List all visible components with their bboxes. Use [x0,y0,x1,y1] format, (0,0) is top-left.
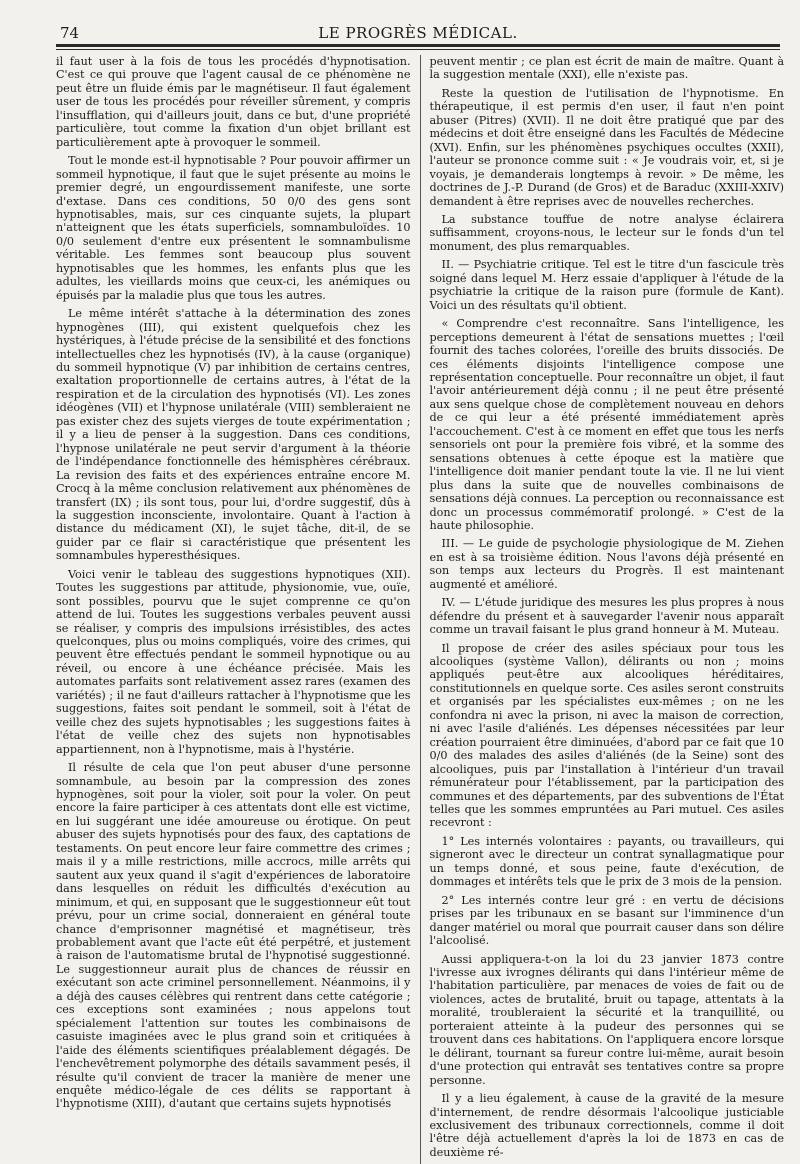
paragraph: Aussi appliquera-t-on la loi du 23 janvier 1873 contre l'ivresse aux ivrognes délirants qui dans l'intérieur même de l'habitation particulière, par menaces de voies de fait ou de violences, actes de brutalité, bruit ou tapage, attentats à la moralité, troubleraient la sécurité et la tranquillité, ou porteraient atteinte à la pudeur des personnes qui se trouvent dans ces habitations. On l'appliquera encore lorsque le délirant, tournant sa fureur contre lui-même, aurait besoin d'une protection qui entravât ses tentatives contre sa propre personne. [429,952,784,1087]
page-header [56,22,780,44]
page-number: 74 [60,24,80,42]
paragraph: peuvent mentir ; ce plan est écrit de main de maître. Quant à la suggestion mentale (XXI), elle n'existe pas. [429,55,784,82]
paragraph: 2° Les internés contre leur gré : en vertu de décisions prises par les tribunaux en se basant sur l'imminence d'un danger matériel ou moral que pourrait causer dans son délire l'alcoolisé. [429,893,784,948]
paragraph: Il propose de créer des asiles spéciaux pour tous les alcooliques (système Vallon), délirants ou non ; moins appliqués peut-être aux alcooliques héréditaires, constitutionnels en quelque sorte. Ces asiles seront construits et organisés par les spécialistes eux-mêmes ; on ne les confondra ni avec la prison, ni avec la maison de correction, ni avec l'asile d'aliénés. Les dépenses nécessitées par leur création pourraient être diminuées, d'abord par ce fait que 10 0/0 des malades des asiles d'aliénés (de la Seine) sont des alcooliques, puis par l'installation à l'intérieur d'un travail rémunérateur pour l'établissement, par la participation des communes et des départements, par des subventions de l'État telles que les sommes empruntées au Pari mutuel. Ces asiles recevront : [429,641,784,830]
header-rule-thin [56,49,780,50]
paragraph: La substance touffue de notre analyse éclairera suffisamment, croyons-nous, le lecteur sur le fonds d'un tel monument, des plus remarquables. [429,212,784,253]
paragraph: Tout le monde est-il hypnotisable ? Pour pouvoir affirmer un sommeil hypnotique, il faut que le sujet présente au moins le premier degré, un engourdissement manifeste, une sorte d'extase. Dans ces conditions, 50 0/0 des gens sont hypnotisables, mais, sur ces cinquante sujets, la plupart n'atteignent que les états superficiels, somnambuloïdes. 10 0/0 seulement d'entre eux présentent le somnambulisme véritable. Les femmes sont beaucoup plus souvent hypnotisables que les hommes, les enfants plus que les adultes, les vieillards moins que ceux-ci, les anémiques ou épuisés par la maladie plus que tous les autres. [56,154,411,302]
paragraph: 1° Les internés volontaires : payants, ou travailleurs, qui signeront avec le directeur un contrat synallagmatique pour un temps donné, et sous peine, faute d'exécution, de dommages et intérêts tels que le prix de 3 mois de la pension. [429,834,784,889]
paragraph: III. — Le guide de psychologie physiologique de M. Ziehen en est à sa troisième édition. Nous l'avons déjà présenté en son temps aux lecteurs du Progrès. Il est maintenant augmenté et amélioré. [429,537,784,591]
right-column [420,55,785,1164]
paragraph: Il résulte de cela que l'on peut abuser d'une personne somnambule, au besoin par la compression des zones hypnogènes, soit pour la violer, soit pour la voler. On peut encore la faire participer à ces attentats dont elle est victime, en lui suggérant une idée amoureuse ou érotique. On peut abuser des sujets hypnotisés pour des faux, des captations de testaments. On peut encore leur faire commettre des crimes ; mais il y a mille restrictions, mille accrocs, mille arrêts qui sautent aux yeux quand il s'agit d'expériences de laboratoire dans lesquelles on réduit les difficultés d'exécution au minimum, et qui, en supposant que le suggestionneur eût tout prévu, pour un crime social, donneraient en général toute chance d'emprisonner magnétisé et magnétiseur, très probablement avant que l'acte eût été perpétré, et justement à raison de l'automatisme brutal de l'hypnotisé suggestionné. Le suggestionneur aurait plus de chances de réussir en exécutant son acte criminel personnellement. Néanmoins, il y a déjà des causes célèbres qui rentrent dans cette catégorie ; ces exceptions sont examinées ; nous appelons tout spécialement l'attention sur toutes les combinaisons de casuiste imaginées avec le plus grand soin et critiquées à l'aide des éléments scientifiques préalablement dégagés. De l'enchevêtrement polymorphe des détails savamment pesés, il résulte qu'il convient de tracer la manière de mener une enquête médico-légale de ces délits se rapportant à l'hypnotisme (XIII), d'autant que certains sujets hypnotisés [56,761,411,1111]
header-rule-thick [56,44,780,47]
paragraph: il faut user à la fois de tous les procédés d'hypnotisation. C'est ce qui prouve que l'agent causal de ce phénomène ne peut être un fluide émis par le magnétiseur. Il faut également user de tous les procédés pour réveiller sûrement, y compris l'insufflation, qui d'ailleurs jouit, dans ce but, d'une propriété particulière, tout comme la fixation d'un objet brillant est particulièrement apte à provoquer le sommeil. [56,55,411,149]
journal-title: LE PROGRÈS MÉDICAL. [318,24,518,42]
paragraph: II. — Psychiatrie critique. Tel est le titre d'un fascicule très soigné dans lequel M. Herz essaie d'appliquer à l'étude de la psychiatrie la critique de la raison pure (formule de Kant). Voici un des résultats qu'il obtient. [429,258,784,312]
paragraph: Le même intérêt s'attache à la détermination des zones hypnogènes (III), qui existent quelquefois chez les hystériques, à l'étude précise de la sensibilité et des fonctions intellectuelles chez les hypnotisés (IV), à la cause (organique) du sommeil hypnotique (V) par inhibition de certains centres, exaltation proportionnelle de certains autres, à l'état de la respiration et de la circulation des hypnotisés (VI). Les zones idéogènes (VII) et l'hypnose unilatérale (VIII) sembleraient ne pas exister chez des sujets vierges de toute expérimentation ; il y a lieu de penser à la suggestion. Dans ces conditions, l'hypnose unilatérale ne peut servir d'argument à la théorie de l'indépendance fonctionnelle des hémisphères cérébraux. La revision des faits et des expériences entraîne encore M. Crocq à la même conclusion relativement aux phénomènes de transfert (IX) ; ils sont tous, pour lui, d'ordre suggestif, dûs à la suggestion inconsciente, involontaire. Quant à l'action à distance du médicament (XI), le sujet tâche, dit-il, de se guider par ce flair si caractéristique que présentent les somnambules hyperesthésiques. [56,307,411,563]
text-columns [56,55,784,1164]
paragraph: Il y a lieu également, à cause de la gravité de la mesure d'internement, de rendre désormais l'alcoolique justiciable exclusivement des tribunaux correctionnels, comme il doit l'être déjà actuellement d'après la loi de 1873 en cas de deuxième ré- [429,1092,784,1159]
paragraph: « Comprendre c'est reconnaître. Sans l'intelligence, les perceptions demeurent à l'état de sensations muettes ; l'œil fournit des taches colorées, l'oreille des bruits dissociés. De ces éléments disjoints l'intelligence compose une représentation conceptuelle. Pour reconnaître un objet, il faut l'avoir antérieurement déjà connu ; il ne peut être présenté aux sens quelque chose de complètement nouveau en dehors de ce qui leur a été présenté immédiatement après l'accouchement. C'est à ce moment en effet que tous les nerfs sensoriels ont pour la première fois vibré, et la somme des sensations obtenues à cette époque est la matière que l'intelligence doit manier pendant toute la vie. Il ne lui vient plus dans la suite que de nouvelles combinaisons de sensations déjà connues. La perception ou reconnaissance est donc un processus commémoratif prolongé. » C'est de la haute philosophie. [429,317,784,532]
left-column [56,55,420,1164]
paragraph: Reste la question de l'utilisation de l'hypnotisme. En thérapeutique, il est permis d'en user, il faut n'en point abuser (Pitres) (XVII). Il ne doit être pratiqué que par des médecins et doit être enseigné dans les Facultés de Médecine (XVI). Enfin, sur les phénomènes psychiques occultes (XXII), l'auteur se prononce comme suit : « Je voudrais voir, et, si je voyais, je demanderais longtemps à revoir. » De même, les doctrines de J.-P. Durand (de Gros) et de Baraduc (XXIII-XXIV) demandent à être reprises avec de nouvelles recherches. [429,86,784,208]
paragraph: IV. — L'étude juridique des mesures les plus propres à nous défendre du présent et à sauvegarder l'avenir nous apparaît comme un travail faisant le plus grand honneur à M. Muteau. [429,596,784,637]
paragraph: Voici venir le tableau des suggestions hypnotiques (XII). Toutes les suggestions par attitude, physionomie, vue, ouïe, sont possibles, pourvu que le sujet comprenne ce qu'on attend de lui. Toutes les suggestions verbales peuvent aussi se réaliser, y compris des impulsions irrésistibles, des actes quelconques, plus ou moins compliqués, voire des crimes, qui peuvent être effectués pendant le sommeil hypnotique ou au réveil, ou encore à une échéance précisée. Mais les automates parfaits sont relativement assez rares (examen des variétés) ; il ne faut d'ailleurs rattacher à l'hypnotisme que les suggestions, faites soit pendant le sommeil, soit à l'état de veille chez des sujets hypnotisables ; les suggestions faites à l'état de veille chez des sujets non hypnotisables appartiennent, non à l'hypnotisme, mais à l'hystérie. [56,567,411,756]
